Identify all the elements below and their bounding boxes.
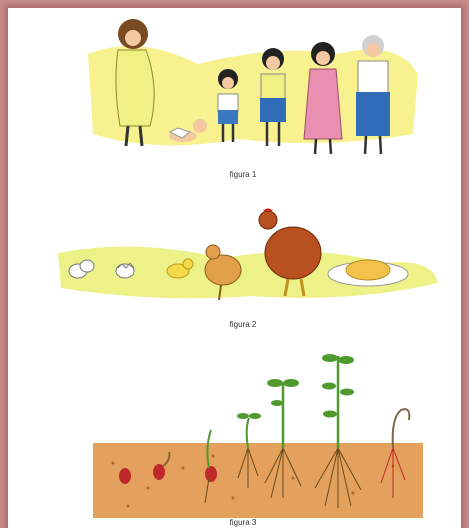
figure-2-illustration — [53, 208, 443, 308]
page-frame — [8, 8, 461, 528]
figure-3-illustration — [93, 348, 423, 518]
figure-3-caption: figura 3 — [229, 518, 257, 527]
figure-2-caption: figura 2 — [229, 320, 257, 329]
seed — [119, 468, 131, 484]
figure-1-illustration — [78, 14, 428, 164]
figure-1-caption: figura 1 — [229, 170, 257, 179]
